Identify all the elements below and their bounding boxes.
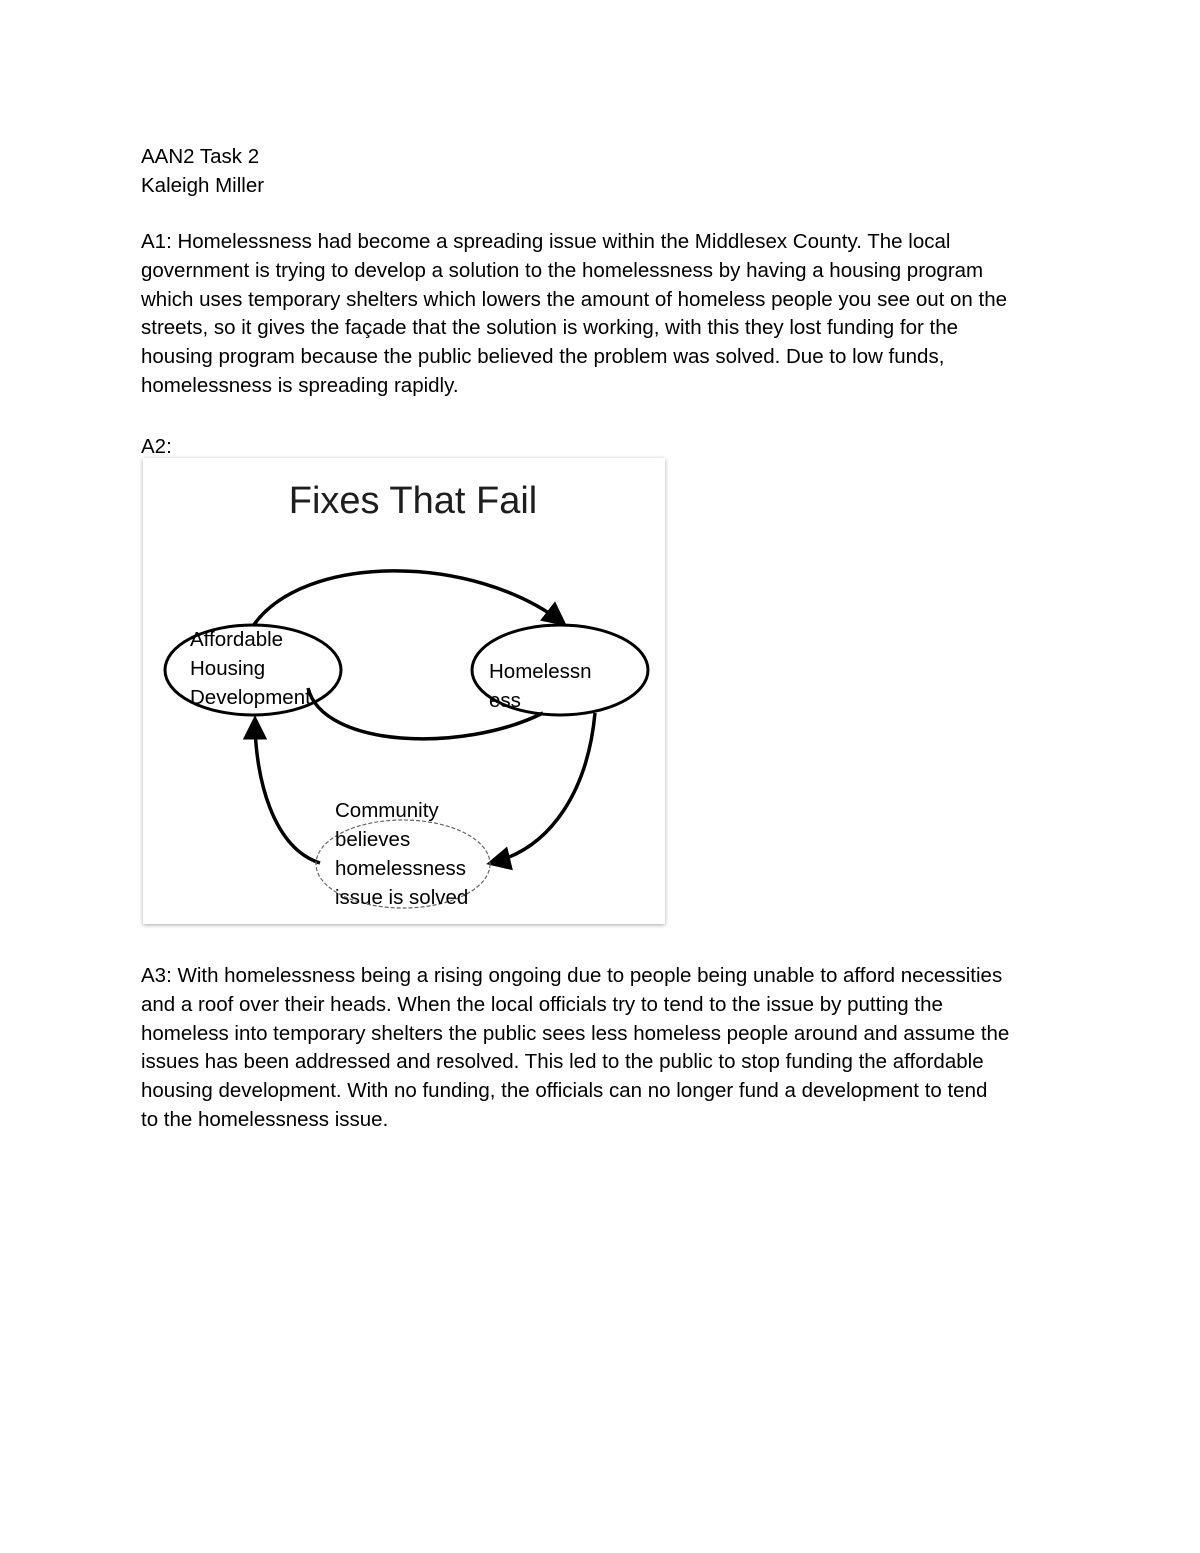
- arrow-homelessness-to-community: [491, 713, 595, 863]
- label-line: Affordable: [190, 628, 284, 651]
- section-label: A2:: [141, 435, 172, 458]
- paragraph-line: to the homelessness issue.: [141, 1107, 389, 1131]
- paragraph-line: homeless into temporary shelters the public sees less homeless people around and assume the: [141, 1021, 1010, 1045]
- homelessness-label: [489, 657, 592, 715]
- section-a3-paragraph: [141, 962, 1081, 1135]
- paragraph-line: housing program because the public believed the problem was solved. Due to low funds,: [141, 345, 945, 369]
- label-line: ess: [489, 689, 521, 712]
- paragraph-line: issues has been addressed and resolved. This led to the public to stop funding the affordable: [141, 1050, 984, 1074]
- arrow-affordable-to-homelessness: [253, 571, 563, 626]
- label-line: Housing: [190, 657, 266, 680]
- author-name: Kaleigh Miller: [141, 173, 265, 197]
- paragraph-line: A3: With homelessness being a rising ongoing due to people being unable to afford necessities: [141, 964, 1003, 987]
- arrow-community-to-affordable: [255, 720, 320, 863]
- paragraph-line: and a roof over their heads. When the local officials try to tend to the issue by putting the: [141, 992, 943, 1016]
- label-line: believes: [335, 828, 411, 851]
- label-line: Homelessn: [489, 660, 592, 683]
- section-a1-paragraph: [141, 228, 1081, 401]
- label-line: homelessness: [335, 857, 467, 880]
- fixes-that-fail-diagram: [143, 458, 665, 924]
- label-line: Community: [335, 799, 439, 822]
- paragraph-line: A1: Homelessness had become a spreading issue within the Middlesex County. The local: [141, 230, 951, 253]
- affordable-housing-label: [190, 625, 311, 712]
- paragraph-line: homelessness is spreading rapidly.: [141, 373, 459, 397]
- label-line: Development: [190, 686, 311, 709]
- paragraph-line: which uses temporary shelters which lowers the amount of homeless people you see out on the: [141, 287, 1008, 311]
- label-line: issue is solved: [335, 886, 469, 909]
- paragraph-line: government is trying to develop a solution to the homelessness by having a housing program: [141, 258, 984, 282]
- task-title: AAN2 Task 2: [141, 145, 260, 168]
- document-header: [141, 143, 1081, 201]
- paragraph-line: housing development. With no funding, the officials can no longer fund a development to tend: [141, 1079, 988, 1103]
- paragraph-line: streets, so it gives the façade that the solution is working, with this they lost funding for the: [141, 316, 959, 340]
- community-believes-label: [335, 796, 468, 912]
- diagram-title: Fixes That Fail: [288, 480, 538, 522]
